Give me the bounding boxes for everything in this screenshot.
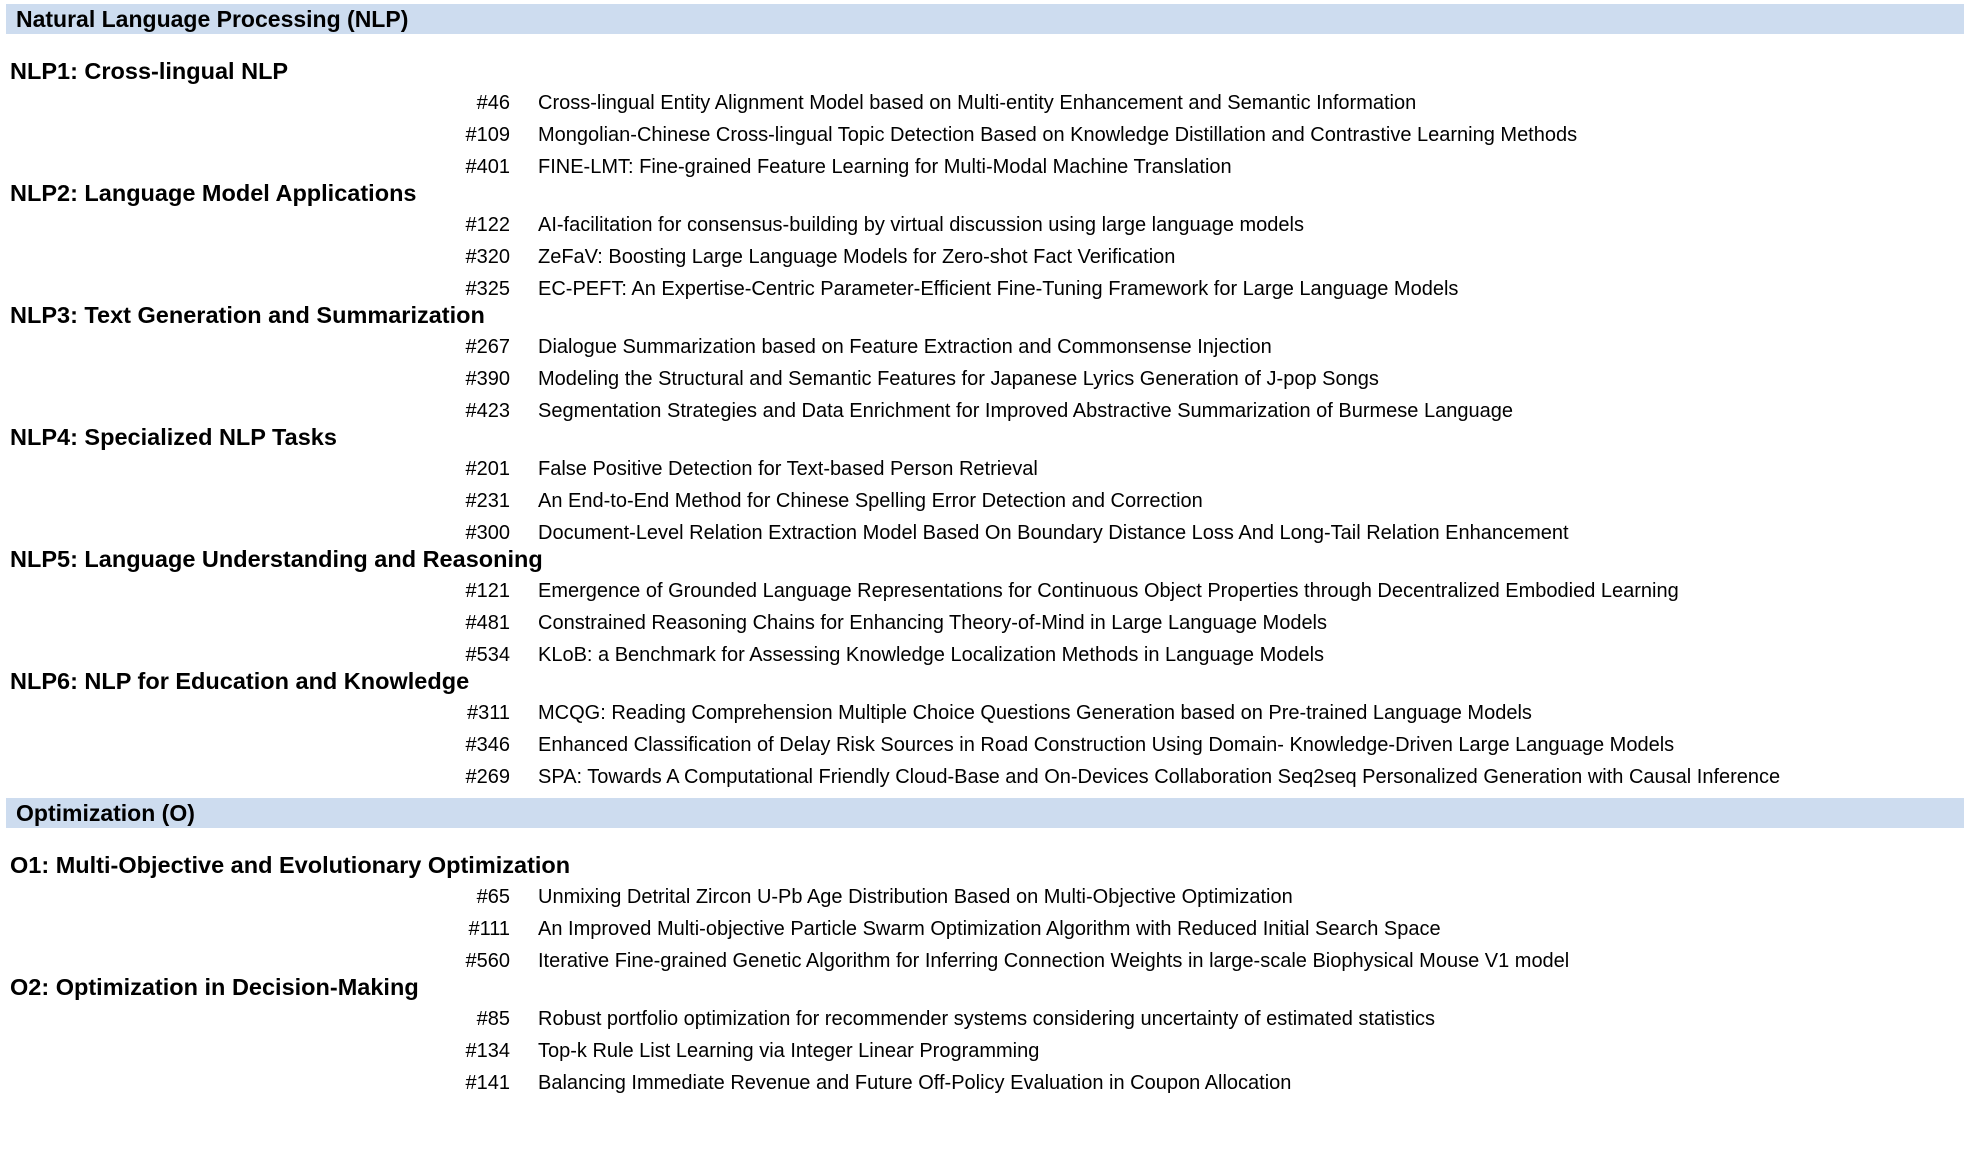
paper-row: [0, 490, 1966, 522]
paper-title: Modeling the Structural and Semantic Features for Japanese Lyrics Generation of J-pop Songs: [538, 368, 1379, 390]
paper-number: #320: [465, 246, 510, 268]
paper-row: [0, 458, 1966, 490]
paper-title: KLoB: a Benchmark for Assessing Knowledge Localization Methods in Language Models: [538, 644, 1325, 666]
paper-title: Unmixing Detrital Zircon U-Pb Age Distribution Based on Multi-Objective Optimization: [538, 886, 1293, 908]
paper-title: FINE-LMT: Fine-grained Feature Learning for Multi-Modal Machine Translation: [538, 156, 1232, 178]
paper-number: #267: [465, 336, 510, 358]
session-title: O2: Optimization in Decision-Making: [10, 974, 419, 1000]
area-title: Optimization (O): [16, 800, 195, 826]
paper-title: Constrained Reasoning Chains for Enhancing Theory-of-Mind in Large Language Models: [538, 612, 1328, 634]
session-title: NLP5: Language Understanding and Reasoning: [10, 546, 543, 572]
paper-title: ZeFaV: Boosting Large Language Models for Zero-shot Fact Verification: [538, 246, 1176, 268]
paper-title: Mongolian-Chinese Cross-lingual Topic Detection Based on Knowledge Distillation and Contrastive Learning Methods: [538, 124, 1578, 146]
paper-title: An End-to-End Method for Chinese Spelling Error Detection and Correction: [538, 490, 1203, 512]
paper-number: #560: [465, 950, 510, 972]
paper-title: Robust portfolio optimization for recommender systems considering uncertainty of estimated statistics: [538, 1008, 1436, 1030]
paper-number: #423: [465, 400, 510, 422]
paper-title: False Positive Detection for Text-based Person Retrieval: [538, 458, 1038, 480]
paper-number: #269: [465, 766, 510, 788]
paper-number: #201: [465, 458, 510, 480]
paper-number: #111: [468, 918, 510, 940]
paper-number: #122: [465, 214, 510, 236]
paper-number: #311: [466, 702, 510, 724]
paper-row: [0, 918, 1966, 950]
session-title: NLP2: Language Model Applications: [10, 180, 417, 206]
paper-row: [0, 702, 1966, 734]
paper-title: SPA: Towards A Computational Friendly Cloud-Base and On-Devices Collaboration Seq2seq Personalized Generation with Causal Inference: [538, 766, 1781, 788]
paper-number: #401: [465, 156, 510, 178]
session-title: O1: Multi-Objective and Evolutionary Optimization: [10, 852, 571, 878]
paper-number: #85: [476, 1008, 510, 1030]
paper-row: [0, 612, 1966, 644]
paper-title: Enhanced Classification of Delay Risk Sources in Road Construction Using Domain- Knowledge-Driven Large Language Models: [538, 734, 1675, 756]
paper-number: #300: [465, 522, 510, 544]
paper-number: #121: [465, 580, 510, 602]
paper-row: [0, 92, 1966, 124]
paper-row: [0, 1040, 1966, 1072]
session-title: NLP1: Cross-lingual NLP: [10, 58, 289, 84]
paper-row: [0, 214, 1966, 246]
paper-number: #325: [465, 278, 510, 300]
paper-number: #65: [476, 886, 510, 908]
paper-title: Top-k Rule List Learning via Integer Linear Programming: [538, 1040, 1040, 1062]
paper-number: #481: [465, 612, 510, 634]
paper-row: [0, 246, 1966, 278]
paper-row: [0, 766, 1966, 798]
paper-row: [0, 1072, 1966, 1104]
paper-number: #231: [465, 490, 510, 512]
session-title: NLP6: NLP for Education and Knowledge: [10, 668, 470, 694]
paper-row: [0, 368, 1966, 400]
paper-row: [0, 336, 1966, 368]
paper-title: Document-Level Relation Extraction Model Based On Boundary Distance Loss And Long-Tail Relation Enhancement: [538, 522, 1569, 544]
session-title: NLP4: Specialized NLP Tasks: [10, 424, 337, 450]
paper-title: Emergence of Grounded Language Representations for Continuous Object Properties through Decentralized Embodied Learning: [538, 580, 1679, 602]
session-title: NLP3: Text Generation and Summarization: [10, 302, 485, 328]
paper-number: #141: [465, 1072, 510, 1094]
paper-row: [0, 734, 1966, 766]
paper-title: Balancing Immediate Revenue and Future Off-Policy Evaluation in Coupon Allocation: [538, 1072, 1292, 1094]
paper-title: Iterative Fine-grained Genetic Algorithm for Inferring Connection Weights in large-scale Biophysical Mouse V1 model: [538, 950, 1570, 972]
paper-number: #46: [476, 92, 510, 114]
paper-title: AI-facilitation for consensus-building by virtual discussion using large language models: [538, 214, 1304, 236]
paper-title: Cross-lingual Entity Alignment Model based on Multi-entity Enhancement and Semantic Information: [538, 92, 1417, 114]
area-header-band: [6, 4, 1964, 34]
paper-row: [0, 886, 1966, 918]
paper-row: [0, 124, 1966, 156]
paper-title: EC-PEFT: An Expertise-Centric Parameter-Efficient Fine-Tuning Framework for Large Language Models: [538, 278, 1459, 300]
paper-number: #134: [465, 1040, 510, 1062]
area-title: Natural Language Processing (NLP): [16, 6, 409, 32]
paper-number: #346: [465, 734, 510, 756]
paper-number: #534: [465, 644, 510, 666]
paper-title: Dialogue Summarization based on Feature Extraction and Commonsense Injection: [538, 336, 1272, 358]
paper-number: #109: [465, 124, 510, 146]
area-header-band: [6, 798, 1964, 828]
paper-number: #390: [465, 368, 510, 390]
paper-title: Segmentation Strategies and Data Enrichment for Improved Abstractive Summarization of Burmese Language: [538, 400, 1513, 422]
paper-title: MCQG: Reading Comprehension Multiple Choice Questions Generation based on Pre-trained Language Models: [538, 702, 1532, 724]
paper-title: An Improved Multi-objective Particle Swarm Optimization Algorithm with Reduced Initial Search Space: [538, 918, 1441, 940]
paper-row: [0, 580, 1966, 612]
paper-row: [0, 1008, 1966, 1040]
